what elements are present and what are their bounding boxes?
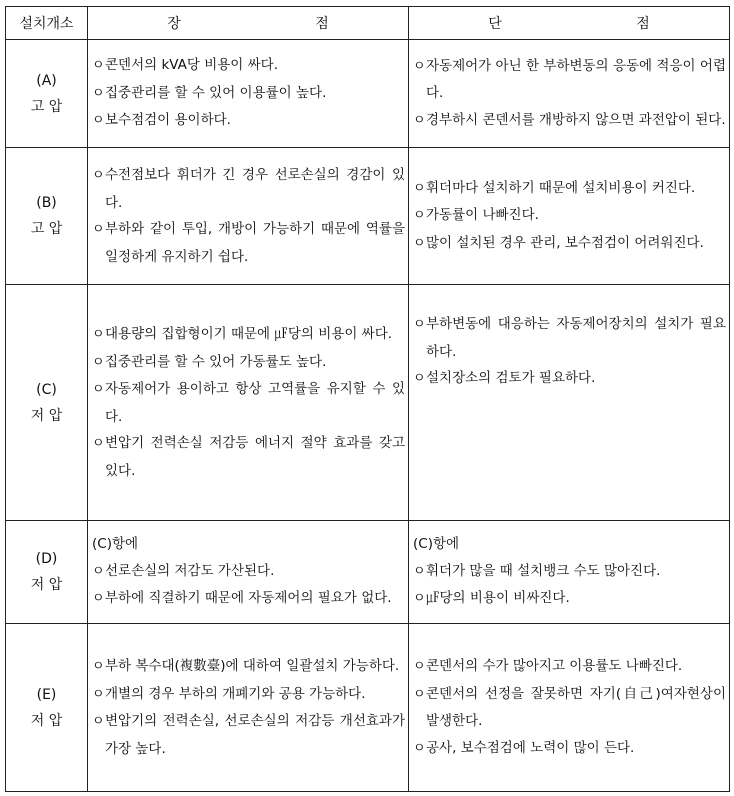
list-item: ㅇ휘더마다 설치하기 때문에 설치비용이 커진다. xyxy=(413,175,726,203)
list-item: ㅇ가동률이 나빠진다. xyxy=(413,202,726,230)
table-row xyxy=(6,40,730,148)
bullet-icon: ㅇ xyxy=(413,371,426,386)
bullet-icon: ㅇ xyxy=(92,354,105,370)
location-cell xyxy=(6,148,88,285)
location-voltage: 저 압 xyxy=(30,712,63,729)
location-code: (D) xyxy=(35,551,58,567)
list-item: ㅇ경부하시 콘덴서를 개방하지 않으면 과전압이 된다. xyxy=(413,107,726,135)
list-item: ㅇ콘덴서의 kVA당 비용이 싸다. xyxy=(92,52,405,80)
bullet-icon: ㅇ xyxy=(92,327,105,342)
location-voltage: 저 압 xyxy=(30,407,63,424)
header-location: 설치개소 xyxy=(6,7,88,40)
disadvantages-cell xyxy=(409,285,730,521)
advantages-prefix: (C)항에 xyxy=(92,536,139,553)
list-item: ㅇ설치장소의 검토가 필요하다. xyxy=(413,365,726,393)
list-item: ㅇ개별의 경우 부하의 개폐기와 공용 가능하다. xyxy=(92,681,405,709)
list-item: ㅇ대용량의 집합형이기 때문에 ㎌당의 비용이 싸다. xyxy=(92,321,405,349)
bullet-icon: ㅇ xyxy=(413,112,426,128)
location-cell xyxy=(6,624,88,792)
location-code: (E) xyxy=(36,686,57,703)
bullet-icon: ㅇ xyxy=(92,591,105,607)
bullet-icon: ㅇ xyxy=(413,686,426,702)
bullet-icon: ㅇ xyxy=(413,235,426,251)
list-item: ㅇ수전점보다 휘더가 긴 경우 선로손실의 경감이 있다. xyxy=(92,162,405,216)
location-voltage: 저 압 xyxy=(30,577,63,593)
list-item: ㅇ집중관리를 할 수 있어 가동률도 높다. xyxy=(92,349,405,377)
table-row xyxy=(6,285,730,521)
capacitor-installation-table xyxy=(5,6,730,792)
list-item: ㅇ공사, 보수점검에 노력이 많이 든다. xyxy=(413,735,726,763)
bullet-icon: ㅇ xyxy=(92,714,105,729)
bullet-icon: ㅇ xyxy=(413,591,426,607)
list-item: ㅇ㎌당의 비용이 비싸진다. xyxy=(413,585,726,613)
bullet-icon: ㅇ xyxy=(92,168,105,183)
header-disadvantages: 단 점 xyxy=(409,7,730,40)
list-item: ㅇ자동제어가 아닌 한 부하변동의 응동에 적응이 어렵다. xyxy=(413,53,726,107)
bullet-icon: ㅇ xyxy=(413,659,426,674)
list-item: ㅇ부하변동에 대응하는 자동제어장치의 설치가 필요하다. xyxy=(413,311,726,365)
bullet-icon: ㅇ xyxy=(92,436,105,451)
table-row xyxy=(6,521,730,624)
list-item: ㅇ부하 복수대(複數臺)에 대하여 일괄설치 가능하다. xyxy=(92,653,405,681)
table-row xyxy=(6,624,730,792)
location-cell xyxy=(6,521,88,624)
list-item: ㅇ선로손실의 저감도 가산된다. xyxy=(92,558,405,586)
list-item: ㅇ부하에 직결하기 때문에 자동제어의 필요가 없다. xyxy=(92,585,405,613)
bullet-icon: ㅇ xyxy=(413,563,426,579)
bullet-icon: ㅇ xyxy=(92,382,105,397)
list-item: ㅇ콘덴서의 수가 많아지고 이용률도 나빠진다. xyxy=(413,653,726,681)
advantages-cell xyxy=(88,148,409,285)
bullet-icon: ㅇ xyxy=(92,85,105,101)
location-cell xyxy=(6,40,88,148)
advantages-cell xyxy=(88,521,409,624)
bullet-icon: ㅇ xyxy=(92,58,105,74)
bullet-icon: ㅇ xyxy=(413,208,426,224)
advantages-cell xyxy=(88,624,409,792)
bullet-icon: ㅇ xyxy=(413,317,426,332)
bullet-icon: ㅇ xyxy=(413,740,426,756)
location-code: (A) xyxy=(36,72,57,89)
bullet-icon: ㅇ xyxy=(92,659,105,674)
list-item: ㅇ집중관리를 할 수 있어 이용률이 높다. xyxy=(92,80,405,108)
header-advantages: 장 점 xyxy=(88,7,409,40)
list-item: ㅇ많이 설치된 경우 관리, 보수점검이 어려워진다. xyxy=(413,230,726,258)
list-item: ㅇ변압기의 전력손실, 선로손실의 저감등 개선효과가 가장 높다. xyxy=(92,708,405,762)
disadvantages-prefix: (C)항에 xyxy=(413,536,460,553)
location-voltage: 고 압 xyxy=(30,98,63,115)
location-voltage: 고 압 xyxy=(30,221,63,237)
location-cell xyxy=(6,285,88,521)
bullet-icon: ㅇ xyxy=(413,180,426,196)
list-item: ㅇ콘덴서의 선정을 잘못하면 자기(自己)여자현상이 발생한다. xyxy=(413,681,726,735)
advantages-cell xyxy=(88,285,409,521)
list-item: ㅇ자동제어가 용이하고 항상 고역률을 유지할 수 있다. xyxy=(92,376,405,430)
list-item: ㅇ변압기 전력손실 저감등 에너지 절약 효과를 갖고 있다. xyxy=(92,430,405,484)
bullet-icon: ㅇ xyxy=(413,58,426,74)
bullet-icon: ㅇ xyxy=(92,686,105,702)
advantages-cell xyxy=(88,40,409,148)
bullet-icon: ㅇ xyxy=(92,563,105,579)
table-row xyxy=(6,148,730,285)
disadvantages-cell xyxy=(409,148,730,285)
list-item: ㅇ보수점검이 용이하다. xyxy=(92,107,405,135)
header-row xyxy=(6,7,730,40)
disadvantages-cell xyxy=(409,624,730,792)
list-item: ㅇ휘더가 많을 때 설치뱅크 수도 많아진다. xyxy=(413,558,726,586)
list-item: ㅇ부하와 같이 투입, 개방이 가능하기 때문에 역률을 일정하게 유지하기 쉽다. xyxy=(92,216,405,270)
location-code: (B) xyxy=(36,195,57,211)
disadvantages-cell xyxy=(409,521,730,624)
bullet-icon: ㅇ xyxy=(92,222,105,237)
location-code: (C) xyxy=(36,381,57,398)
bullet-icon: ㅇ xyxy=(92,113,105,129)
disadvantages-cell xyxy=(409,40,730,148)
